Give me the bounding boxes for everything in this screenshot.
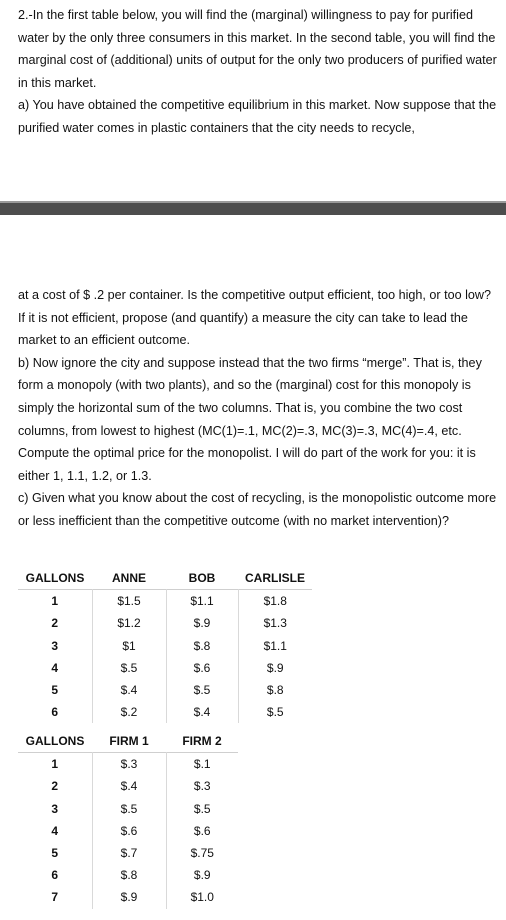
table-row xyxy=(18,635,312,657)
table-cell: $.4 xyxy=(92,775,166,797)
table-row xyxy=(18,612,312,634)
column-header: BOB xyxy=(188,571,216,586)
page-break-divider xyxy=(0,203,506,215)
table-row xyxy=(18,590,312,613)
table-cell: $.5 xyxy=(92,657,166,679)
table-cell: $.9 xyxy=(92,886,166,908)
table-cell: $.5 xyxy=(266,705,284,720)
column-header: FIRM 1 xyxy=(109,734,149,749)
table-cell: $.8 xyxy=(92,864,166,886)
table-cell: 6 xyxy=(18,701,92,723)
table-cell: 3 xyxy=(18,635,92,657)
table-header-row xyxy=(18,730,238,753)
part-a-paragraph-end: at a cost of $ .2 per container. Is the competitive output efficient, too high, or too low? If it is not efficient, propose (and quantify) a measure the city can take to lead the market to an efficient outcome. xyxy=(18,288,492,348)
table-row xyxy=(18,798,238,820)
table-row xyxy=(18,701,312,723)
table-cell: 1 xyxy=(18,590,92,613)
table-row xyxy=(18,842,238,864)
table-cell: $.4 xyxy=(166,701,238,723)
table-cell: $1.1 xyxy=(166,590,238,613)
table-cell: 4 xyxy=(18,657,92,679)
table-cell: $.5 xyxy=(166,679,238,701)
column-header: GALLONS xyxy=(25,734,85,749)
intro-paragraph: 2.-In the first table below, you will find the (marginal) willingness to pay for purified water by the only three consumers in this market. In the second table, you will find the marginal cost of (additional) units of output for the only two producers of purified water in this market. xyxy=(18,8,497,90)
table-cell: $1.2 xyxy=(92,612,166,634)
table-row xyxy=(18,657,312,679)
willingness-to-pay-table xyxy=(18,567,312,723)
table-cell: $1.0 xyxy=(190,890,214,905)
table-cell: $.5 xyxy=(92,798,166,820)
table-cell: 2 xyxy=(18,612,92,634)
column-header: CARLISLE xyxy=(245,571,305,586)
table-cell: $.8 xyxy=(166,635,238,657)
table-cell: $.3 xyxy=(193,779,211,794)
table-row xyxy=(18,753,238,776)
table-cell: $.4 xyxy=(92,679,166,701)
part-b-paragraph: b) Now ignore the city and suppose instead that the two firms “merge”. That is, they form a monopoly (with two plants), and so the (marginal) cost for this monopoly is simply the horizontal sum of the two columns. That is, you combine the two cost columns, from lowest to highest (MC(1)=.1, MC(2)=.3, MC(3)=.3, MC(4)=.4, etc. Compute the optimal price for the monopolist. I will do part of the work for you: it is either 1, 1.1, 1.2, or 1.3. xyxy=(18,355,482,483)
table-row xyxy=(18,679,312,701)
column-header: GALLONS xyxy=(25,571,85,586)
table-cell: $.7 xyxy=(92,842,166,864)
table-row xyxy=(18,864,238,886)
table-cell: $.75 xyxy=(190,846,214,861)
table-cell: 1 xyxy=(18,753,92,776)
table-row xyxy=(18,820,238,842)
table-cell: $.5 xyxy=(193,801,211,816)
table-cell: 4 xyxy=(18,820,92,842)
table-cell: $1.8 xyxy=(238,590,312,613)
table-cell: $.9 xyxy=(166,612,238,634)
table-cell: 3 xyxy=(18,798,92,820)
marginal-cost-table xyxy=(18,730,238,909)
table-cell: $.9 xyxy=(266,660,284,675)
table-cell: 7 xyxy=(18,886,92,908)
table-cell: $1.1 xyxy=(263,638,287,653)
table-cell: $.6 xyxy=(166,657,238,679)
table-cell: $.9 xyxy=(193,868,211,883)
part-a-paragraph-start: a) You have obtained the competitive equilibrium in this market. Now suppose that the purified water comes in plastic containers that the city needs to recycle, xyxy=(18,98,497,135)
table-cell: 2 xyxy=(18,775,92,797)
table-cell: $.6 xyxy=(92,820,166,842)
table-row xyxy=(18,775,238,797)
column-header: ANNE xyxy=(111,571,146,586)
table-cell: 5 xyxy=(18,679,92,701)
table-cell: 5 xyxy=(18,842,92,864)
table-cell: $1.3 xyxy=(263,616,287,631)
table-cell: $.2 xyxy=(92,701,166,723)
part-c-paragraph: c) Given what you know about the cost of recycling, is the monopolistic outcome more or less inefficient than the competitive outcome (with no market intervention)? xyxy=(18,491,497,528)
table-cell: $.1 xyxy=(166,753,238,776)
table-row xyxy=(18,886,238,908)
table-cell: $.8 xyxy=(266,683,284,698)
table-cell: $.6 xyxy=(193,823,211,838)
table-cell: $1 xyxy=(92,635,166,657)
table-cell: $1.5 xyxy=(92,590,166,613)
question-text-bottom xyxy=(18,284,498,533)
column-header: FIRM 2 xyxy=(182,734,222,749)
table-header-row xyxy=(18,567,312,590)
table-cell: 6 xyxy=(18,864,92,886)
question-text-top xyxy=(18,4,498,140)
table-cell: $.3 xyxy=(92,753,166,776)
